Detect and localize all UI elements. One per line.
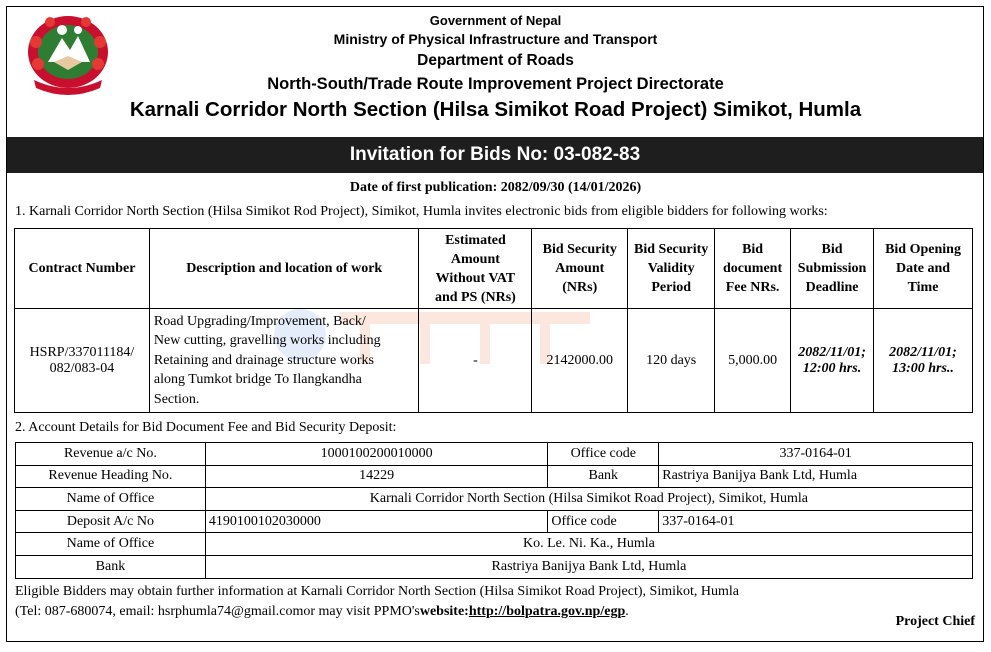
header-submission-deadline: Bid Submission Deadline [791,229,874,309]
footer-period: . [625,604,629,619]
directorate-line: North-South/Trade Route Improvement Project Directorate [267,75,724,93]
label-office-code-2: Office code [548,510,659,533]
paragraph-account-details: 2. Account Details for Bid Document Fee and Bid Security Deposit: [15,420,397,435]
label-bank-2: Bank [16,555,206,578]
value-deposit-account: 4190100102030000 [205,510,547,533]
cell-contract-number: HSRP/337011184/ 082/083-04 [15,309,150,413]
account-details-table [15,442,973,579]
table-row [16,510,973,533]
cell-document-fee: 5,000.00 [715,309,791,413]
department-line: Department of Roads [417,52,574,69]
website-label: website: [419,604,469,619]
label-office-code: Office code [548,443,659,466]
label-revenue-heading: Revenue Heading No. [16,465,206,488]
table-header-row [15,229,973,309]
header-security-validity: Bid Security Validity Period [628,229,715,309]
header-document-fee: Bid document Fee NRs. [715,229,791,309]
label-deposit-account: Deposit A/c No [16,510,206,533]
cell-validity: 120 days [628,309,715,413]
cell-submission-deadline: 2082/11/01; 12:00 hrs. [791,309,874,413]
header-contract-number: Contract Number [15,229,150,309]
header [0,12,991,124]
footer-information: Eligible Bidders may obtain further information at Karnali Corridor North Section (Hilsa Simikot Road Project), Simikot, Humla [15,584,739,599]
table-row [16,465,973,488]
publication-date: Date of first publication: 2082/09/30 (14/01/2026) [349,180,642,195]
value-office-name-2: Ko. Le. Ni. Ka., Humla [205,533,972,556]
label-office-name-2: Name of Office [16,533,206,556]
table-row [16,555,973,578]
cell-opening-date: 2082/11/01; 13:00 hrs.. [874,309,973,413]
table-row [16,533,973,556]
project-title: Karnali Corridor North Section (Hilsa Simikot Road Project) Simikot, Humla [129,98,862,121]
website-link[interactable]: http://bolpatra.gov.np/egp [468,604,626,619]
value-office-code: 337-0164-01 [659,443,973,466]
value-bank: Rastriya Banijya Bank Ltd, Humla [659,465,973,488]
cell-security-amount: 2142000.00 [532,309,628,413]
label-bank: Bank [548,465,659,488]
value-bank-2: Rastriya Banijya Bank Ltd, Humla [205,555,972,578]
footer-contact [15,604,629,620]
header-estimated-amount: Estimated Amount Without VAT and PS (NRs) [419,229,532,309]
cell-estimated-amount: - [419,309,532,413]
header-security-amount: Bid Security Amount (NRs) [532,229,628,309]
paragraph-invitation: 1. Karnali Corridor North Section (Hilsa Simikot Rod Project), Simikot, Humla invites electronic bids from eligible bidders for following works: [15,204,828,219]
header-description: Description and location of work [149,229,419,309]
table-row [16,443,973,466]
government-line: Government of Nepal [429,13,562,28]
ministry-line: Ministry of Physical Infrastructure and Transport [333,31,658,47]
header-opening-date: Bid Opening Date and Time [874,229,973,309]
value-revenue-heading: 14229 [205,465,547,488]
value-office-name: Karnali Corridor North Section (Hilsa Simikot Road Project), Simikot, Humla [205,488,972,511]
value-office-code-2: 337-0164-01 [659,510,973,533]
ifb-title-bar: Invitation for Bids No: 03-082-83 [7,137,983,173]
cell-description: Road Upgrading/Improvement, Back/ New cutting, gravelling works including Retaining and drainage structure works along Tumkot bridge To Ilangkandha Section. [149,309,419,413]
value-revenue-account: 1000100200010000 [205,443,547,466]
label-office-name: Name of Office [16,488,206,511]
label-revenue-account: Revenue a/c No. [16,443,206,466]
table-row [15,309,973,413]
table-row [16,488,973,511]
works-table [14,228,973,413]
footer-contact-text: (Tel: 087-680074, email: hsrphumla74@gmail.comor may visit PPMO's [15,604,420,619]
signoff-project-chief: Project Chief [895,614,975,629]
